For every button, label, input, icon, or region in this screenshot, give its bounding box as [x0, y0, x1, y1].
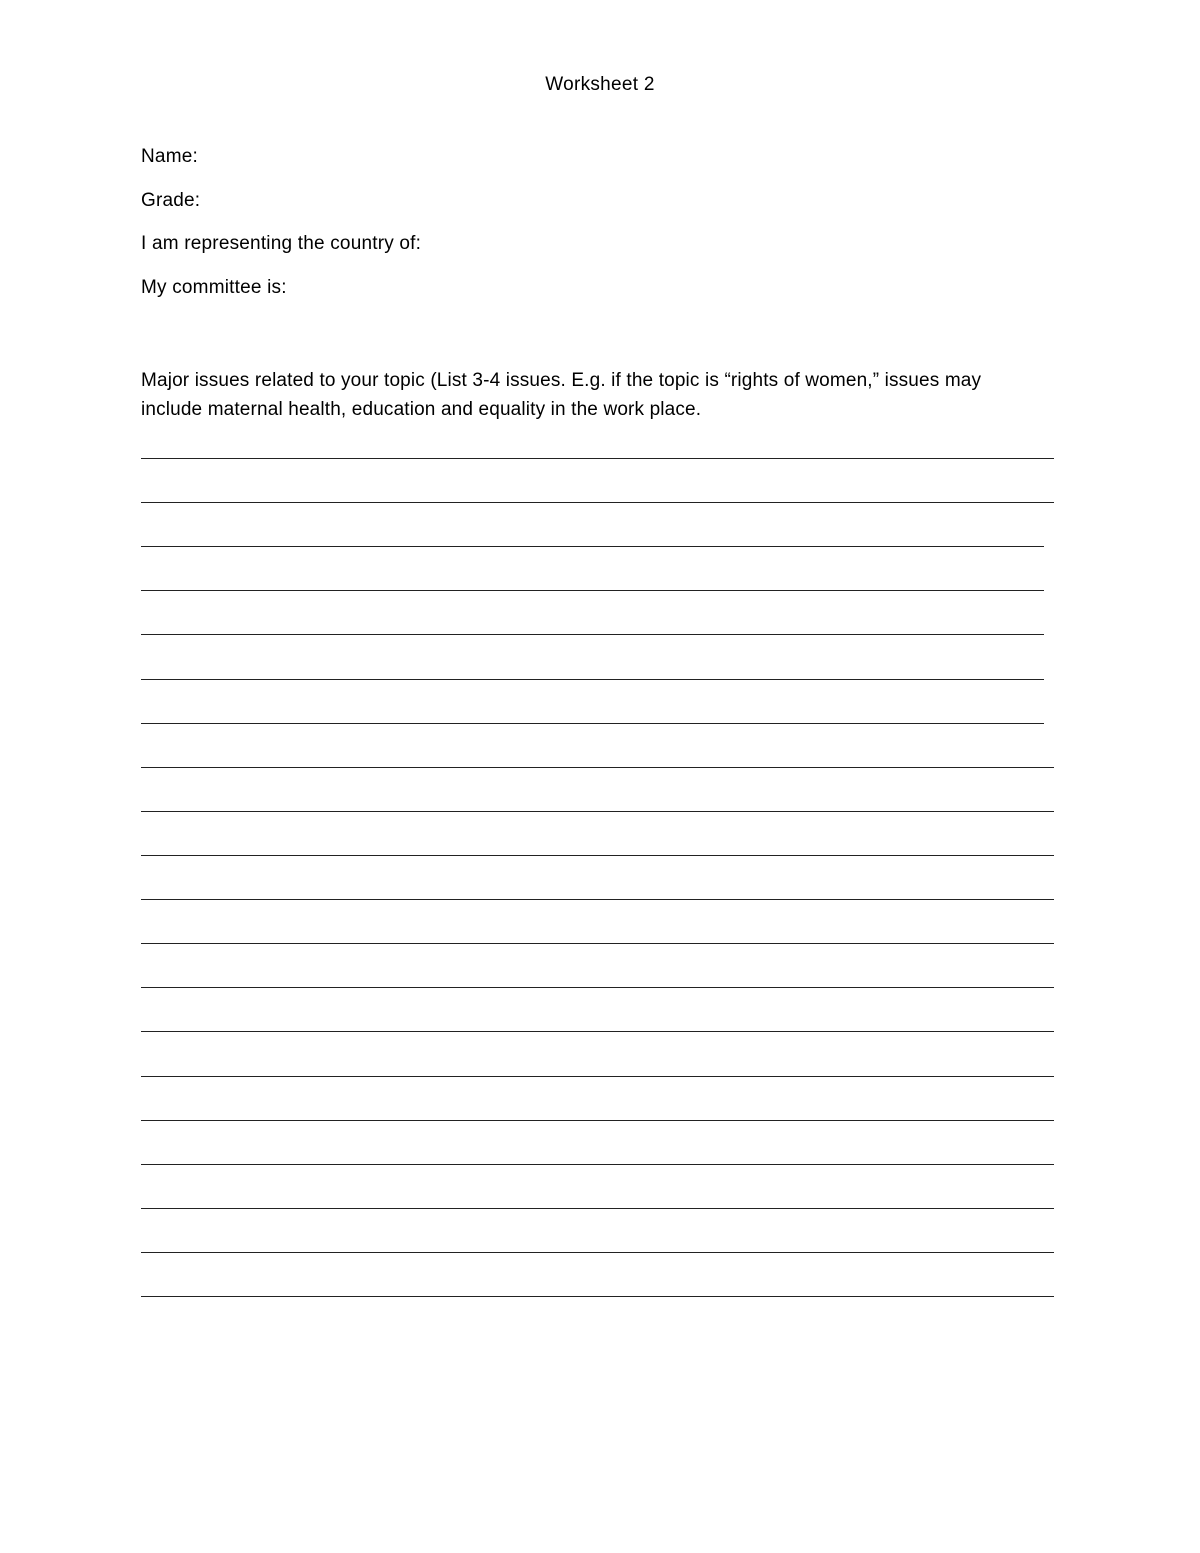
- answer-line: [141, 811, 1054, 812]
- answer-line: [141, 723, 1044, 724]
- committee-label: My committee is:: [141, 277, 287, 298]
- answer-line: [141, 679, 1044, 680]
- answer-line: [141, 590, 1044, 591]
- name-label: Name:: [141, 146, 198, 167]
- prompt-line-2: include maternal health, education and equality in the work place.: [141, 399, 702, 420]
- answer-line: [141, 899, 1054, 900]
- answer-line: [141, 987, 1054, 988]
- answer-line: [141, 767, 1054, 768]
- worksheet-title: Worksheet 2: [545, 74, 655, 95]
- answer-line: [141, 1076, 1054, 1077]
- answer-line: [141, 458, 1054, 459]
- answer-line: [141, 1252, 1054, 1253]
- answer-line: [141, 1208, 1054, 1209]
- answer-line: [141, 1164, 1054, 1165]
- grade-label: Grade:: [141, 190, 201, 211]
- answer-line: [141, 546, 1044, 547]
- answer-line: [141, 634, 1044, 635]
- answer-line: [141, 943, 1054, 944]
- answer-line: [141, 1031, 1054, 1032]
- country-label: I am representing the country of:: [141, 233, 422, 254]
- answer-line: [141, 1120, 1054, 1121]
- answer-line: [141, 502, 1054, 503]
- prompt-line-1: Major issues related to your topic (List 3-4 issues. E.g. if the topic is “rights of women,” issues may: [141, 370, 982, 391]
- answer-line: [141, 1296, 1054, 1297]
- answer-line: [141, 855, 1054, 856]
- major-issues-prompt: [141, 366, 1041, 424]
